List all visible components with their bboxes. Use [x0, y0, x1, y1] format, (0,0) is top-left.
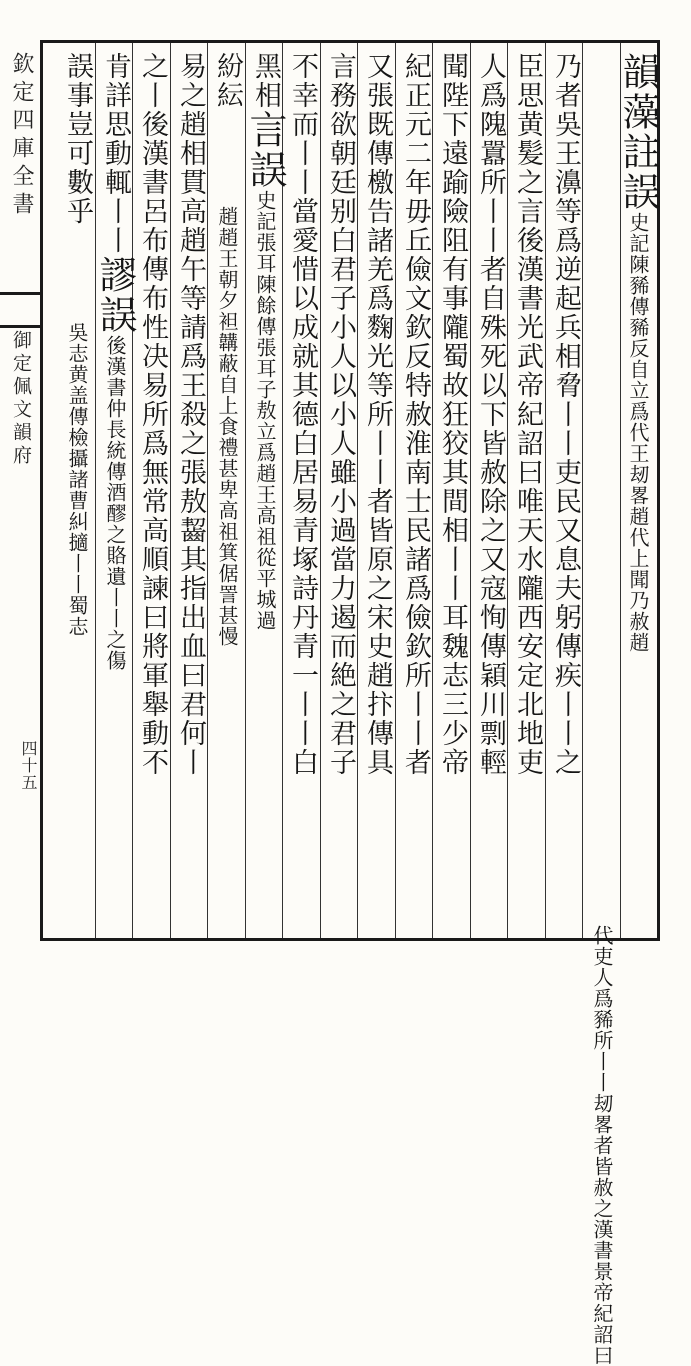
- annotation: 史記陳豨傳豨反自立爲代王刼畧趙代上聞乃赦趙: [626, 212, 650, 653]
- frame-left-border: [40, 40, 43, 940]
- fish-tail-mark: [0, 292, 40, 328]
- text-column: [57, 52, 97, 932]
- headword: 言誤: [243, 110, 287, 190]
- text-column: 之丨後漢書呂布傳布性决易所爲無常高順諫曰將軍舉動不: [137, 52, 168, 777]
- frame-top-border: [40, 40, 660, 43]
- text-column: [95, 52, 135, 932]
- text-column: [245, 52, 285, 932]
- text-column: [582, 52, 622, 1366]
- page-number: 四十五: [19, 740, 38, 791]
- column-text: 誤事豈可數乎: [62, 52, 93, 226]
- annotation: 代吏人爲豨所丨丨刼畧者皆赦之漢書景帝紀詔曰: [590, 925, 614, 1366]
- text-column: 不幸而丨丨當愛惜以成就其德白居易青塚詩丹青一丨丨白: [287, 52, 318, 777]
- text-column: [207, 52, 247, 932]
- text-column: 言務欲朝廷别白君子小人以小人雖小過當力遏而絶之君子: [325, 52, 356, 777]
- annotation: 史記張耳陳餘傳張耳子敖立爲趙王高祖從平城過: [253, 190, 277, 631]
- text-column: 乃者吳王濞等爲逆起兵相脅丨丨吏民又息夫躬傳疾丨丨之: [550, 52, 581, 777]
- annotation: 趙趙王朝夕袒韝蔽自上食禮甚卑高祖箕倨詈甚慢: [215, 206, 239, 647]
- annotation: 後漢書仲長統傳酒醪之賂遺丨丨之傷: [103, 335, 127, 671]
- text-column: 臣思黄髪之言後漢書光武帝紀詔曰唯天水隴西安定北地吏: [512, 52, 543, 777]
- margin-top-title: 欽定四庫全書: [9, 52, 34, 220]
- column-text: 肯詳思動輒丨丨: [100, 52, 131, 255]
- headword: 謬誤: [93, 255, 137, 335]
- text-column: 紀正元二年毋丘儉文欽反特赦淮南士民諸爲儉欽所丨丨者: [400, 52, 431, 777]
- frame-bottom-border: [40, 938, 660, 941]
- text-column: [616, 52, 660, 932]
- margin-bottom-title: 御定佩文韻府: [10, 330, 32, 468]
- section-heading: 韻藻: [616, 52, 660, 132]
- headword: 註誤: [616, 132, 660, 212]
- text-column: 聞陛下遠踰險阻有事隴蜀故狂狡其間相丨丨耳魏志三少帝: [437, 52, 468, 777]
- annotation: 吳志黄盖傳檢攝諸曹糾擿丨丨蜀志: [65, 322, 89, 637]
- column-text: 黑相: [250, 52, 281, 110]
- text-column: 易之趙相貫高趙午等請爲王殺之張敖齧其指出血曰君何丨: [175, 52, 206, 777]
- text-column: 又張既傳檄告諸羌爲麴光等所丨丨者皆原之宋史趙抃傳具: [362, 52, 393, 777]
- text-column: 人爲隗囂所丨丨者自殊死以下皆赦除之又寇恂傳穎川剽輕: [475, 52, 506, 777]
- column-text: 紛紜: [212, 52, 243, 110]
